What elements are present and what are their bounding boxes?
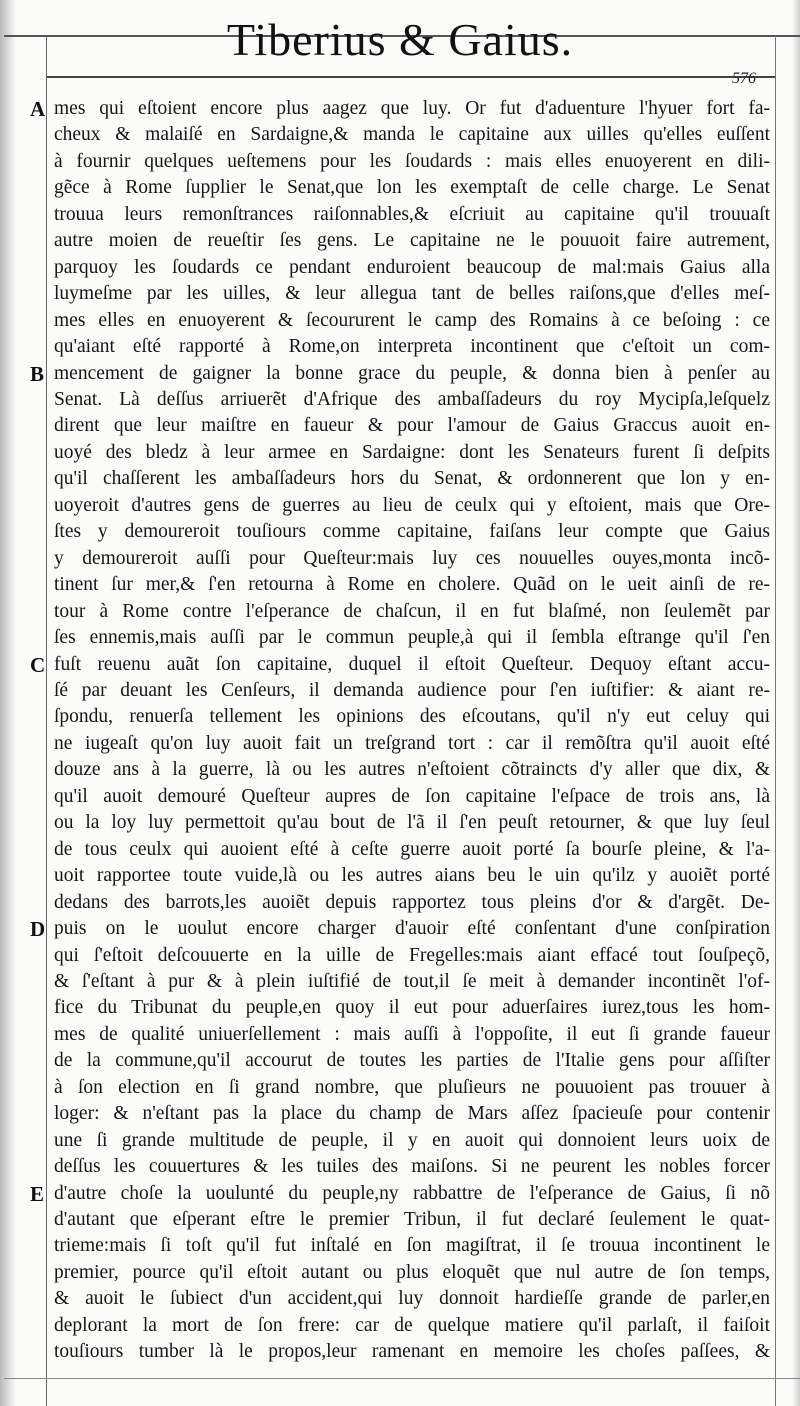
text-line: fice du Tribunat du peuple,en quoy il eut pour aduerſaires iurez,tous les hom- xyxy=(54,997,770,1019)
text-line: d'autant que eſperant eſtre le premier Tribun, il fut declaré ſeulement le quat- xyxy=(54,1209,770,1231)
margin-letter: B xyxy=(30,361,45,386)
text-line: loger: & n'eſtant pas la place du champ de Mars aſſez ſpacieuſe pour contenir xyxy=(54,1103,770,1125)
text-line: trouua leurs remonſtrances raiſonnables,& eſcriuit au capitaine qu'il trouuaſt xyxy=(54,203,770,225)
text-line: gẽce à Rome ſupplier le Senat,que lon les exemptaſt de celle charge. Le Senat xyxy=(54,177,770,199)
text-line: ne iugeaſt qu'on luy auoit fait un treſgrand tort : car il remõſtra qu'il auoit eſté xyxy=(54,732,770,754)
text-line: tinent ſur mer,& ſ'en retourna à Rome en cholere. Quãd on le ueit ainſi de re- xyxy=(54,574,770,596)
text-line: mes qui eſtoient encore plus aagez que luy. Or fut d'aduenture l'hyuer fort fa- xyxy=(54,98,770,119)
text-line: ſpondu, renuerſa tellement les opinions des eſcoutans, qu'il n'y eut celuy qui xyxy=(54,706,770,728)
text-line: puis on le uoulut encore charger d'auoir eſté conſentant d'une conſpiration xyxy=(54,918,770,940)
text-line: ou la loy luy permettoit qu'au bout de l'ã il ſ'en peuſt retourner, & que luy ſeul xyxy=(54,812,770,834)
bottom-rule xyxy=(4,1378,800,1379)
text-line: douze ans à la guerre, là ou les autres n'eſtoient cõtraincts d'y aller que dix, & xyxy=(54,759,770,781)
margin-letter: D xyxy=(30,917,46,942)
text-line: uoyé des bledz à leur armee en Sardaigne: dont les Senateurs furent ſi deſpits xyxy=(54,441,770,463)
text-line: uoit rapportee toute vuide,là ou les autres aians beu le uin qu'ilz y auoiẽt porté xyxy=(54,865,770,887)
text-line: mencement de gaigner la bonne grace du peuple, & donna bien à penſer au xyxy=(54,362,770,384)
text-line: de la commune,qu'il accourut de toutes les parties de l'Italie gens pour aſſiſter xyxy=(54,1050,770,1072)
text-line: & auoit le ſubiect d'un accident,qui luy donnoit hardieſſe grande de parler,en xyxy=(54,1288,770,1310)
text-line: deſſus les couuertures & les tuiles des maiſons. Si ne peurent les nobles forcer xyxy=(54,1156,770,1178)
right-margin-rule xyxy=(775,36,776,1406)
text-line: mes elles en enuoyerent & ſecoururent le camp des Romains à ce beſoing : ce xyxy=(54,309,770,331)
text-line: parquoy les ſoudards ce pendant enduroient beaucoup de mal:mais Gaius alla xyxy=(54,256,770,278)
text-line: dedans des barrots,les auoiẽt depuis rapportez tous pleins d'or & d'argẽt. De- xyxy=(54,891,770,913)
text-line: deplorant la mort de ſon frere: car de quelque matiere qu'il parlaſt, il faiſoit xyxy=(54,1314,770,1336)
text-line: une ſi grande multitude de peuple, il y en auoit qui donnoient leurs uoix de xyxy=(54,1129,770,1151)
text-line: y demoureroit auſſi pour Queſteur:mais luy ces nouuelles ouyes,monta incõ- xyxy=(54,547,770,569)
margin-letter: C xyxy=(30,652,46,677)
page-number: 576 xyxy=(732,70,756,87)
text-line: dirent que leur maiſtre en faueur & pour l'amour de Gaius Graccus auoit en- xyxy=(54,415,770,437)
text-line: qui ſ'eſtoit deſcouuerte en la uille de Fregelles:mais aiant effacé tout ſouſpeçõ, xyxy=(54,944,770,966)
text-line: qu'il chaſſerent les ambaſſadeurs hors du Senat, & ordonnerent que lon y en- xyxy=(54,468,770,490)
text-line: de tous ceulx qui auoient eſté à ceſte guerre auoit porté ſa bourſe pleine, & l'a- xyxy=(54,838,770,860)
text-line: Senat. Là deſſus arriuerẽt d'Afrique des ambaſſadeurs du roy Mycipſa,leſquelz xyxy=(54,388,770,410)
margin-letter: E xyxy=(30,1181,45,1206)
text-line: autre moien de reueſtir ſes gens. Le capitaine ne le pouuoit faire autrement, xyxy=(54,230,770,252)
scan-shadow-left xyxy=(0,0,16,1406)
text-line: qu'il auoit demouré Queſteur aupres de ſon capitaine l'eſpace de trois ans, là xyxy=(54,785,770,807)
text-line: luymeſme par les uilles, & leur allegua tant de belles raiſons,que d'elles meſ- xyxy=(54,283,770,305)
text-line: tour à Rome contre l'eſperance de chaſcun, il en fut blaſmé, non ſeulemẽt par xyxy=(54,600,770,622)
text-line: touſiours tumber là le propos,leur ramenant en memoire les choſes paſſees, & xyxy=(54,1341,770,1363)
text-line: à fournir quelques ueſtemens pour les ſoudards : mais elles enuoyerent en dili- xyxy=(54,150,770,172)
body-text xyxy=(54,96,770,1366)
text-line: uoyeroit d'autres gens de guerres au lieu de ceulx qui y eſtoient, mais que Ore- xyxy=(54,494,770,516)
text-line: à ſon election en ſi grand nombre, que pluſieurs ne pouuoient pas trouuer à xyxy=(54,1076,770,1098)
left-margin-rule xyxy=(46,36,47,1406)
text-line: d'autre choſe la uoulunté du peuple,ny rabbattre de l'eſperance de Gaius, ſi nõ xyxy=(54,1182,770,1204)
text-line: cheux & malaiſé en Sardaigne,& manda le capitaine aux uilles qu'elles euſſent xyxy=(54,124,770,146)
text-line: fuſt reuenu auãt ſon capitaine, duquel il eſtoit Queſteur. Dequoy eſtant accu- xyxy=(54,653,770,675)
text-line: premier, pource qu'il eſtoit autant ou plus eloquẽt que nul autre de ſon temps, xyxy=(54,1261,770,1283)
text-line: mes de qualité uniuerſellement : mais auſſi à l'oppoſite, il eut ſi grande faueur xyxy=(54,1023,770,1045)
margin-letter: A xyxy=(30,97,46,121)
text-line: & ſ'eſtant à pur & à plein iuſtifié de tout,il ſe meit à demander incontinẽt l'of- xyxy=(54,970,770,992)
header-rule xyxy=(46,76,776,78)
text-line: trieme:mais ſi toſt qu'il fut inſtalé en ſon magiſtrat, il ſe trouua incontinent le xyxy=(54,1235,770,1257)
text-line: ſtes y demoureroit touſiours comme capitaine, faiſans leur compte que Gaius xyxy=(54,521,770,543)
scan-shadow-right xyxy=(792,0,800,1406)
text-line: ſé par deuant les Cenſeurs, il demanda audience pour ſ'en iuſtifier: & aiant re- xyxy=(54,679,770,701)
text-line: ſes ennemis,mais auſſi par le commun peuple,à qui il ſembla eſtrange qu'il ſ'en xyxy=(54,627,770,649)
running-head: Tiberius & Gaius. xyxy=(226,14,574,65)
text-line: qu'aiant eſté rapporté à Rome,on interpreta incontinent que c'eſtoit un com- xyxy=(54,336,770,358)
